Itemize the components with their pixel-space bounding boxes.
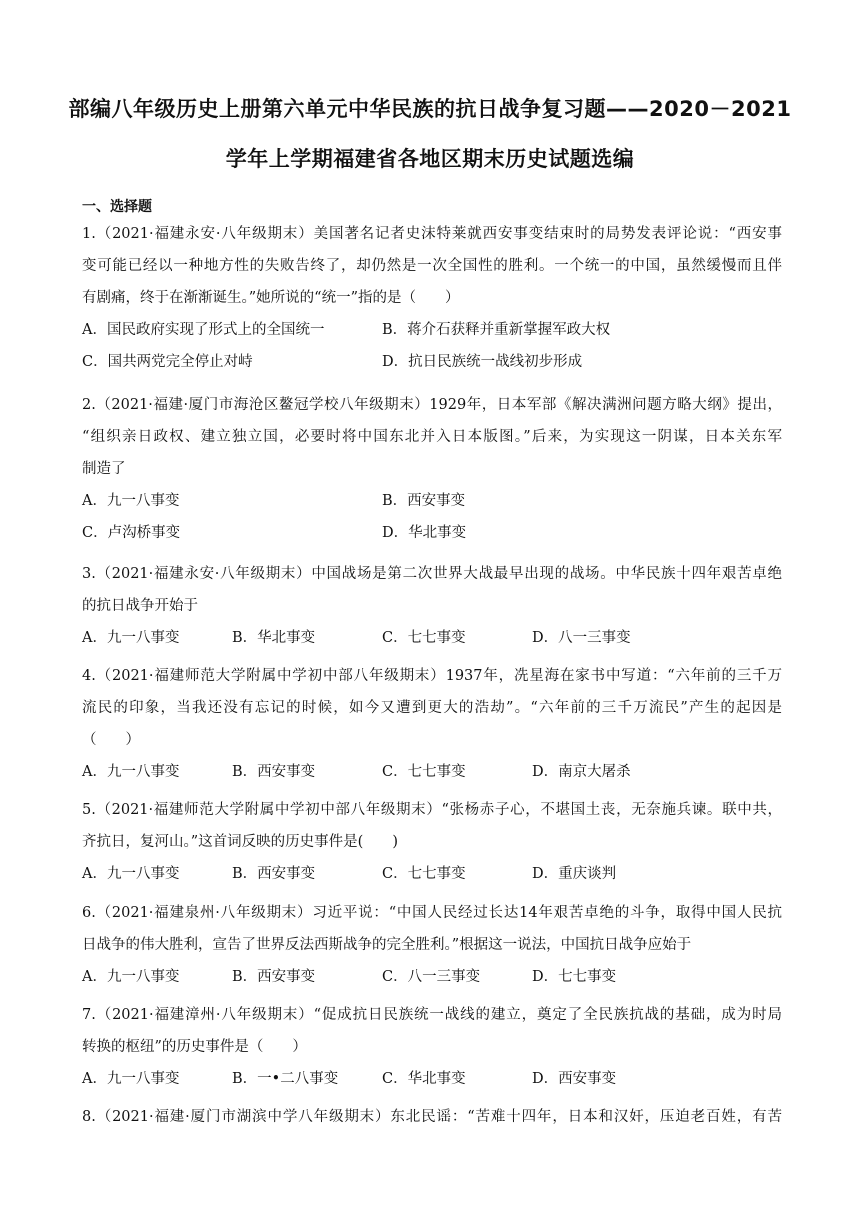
title-line-2: 学年上学期福建省各地区期末历史试题选编 <box>225 147 635 171</box>
question-text-line: 5.（2021·福建师范大学附属中学初中部八年级期末）“张杨赤子心，不堪国土丧，无奈施兵谏。联中共， <box>82 802 782 818</box>
option-a[interactable]: A．九一八事变 <box>82 630 180 646</box>
question-text-line: 有剧痛，终于在渐渐诞生。”她所说的“统一”指的是（ ） <box>82 290 460 306</box>
option-c[interactable]: C．华北事变 <box>382 1071 466 1087</box>
options-row <box>82 961 782 993</box>
question-3 <box>82 558 782 654</box>
options-row <box>82 1063 782 1095</box>
option-d[interactable]: D．抗日民族统一战线初步形成 <box>382 354 583 370</box>
option-a[interactable]: A．九一八事变 <box>82 1071 180 1087</box>
options-row <box>82 756 782 788</box>
question-text-line: 6.（2021·福建泉州·八年级期末）习近平说：“中国人民经过长达14年艰苦卓绝的斗争，取得中国人民抗 <box>82 905 782 921</box>
question-4 <box>82 660 782 788</box>
option-c[interactable]: C．卢沟桥事变 <box>82 525 181 541</box>
option-b[interactable]: B．西安事变 <box>232 969 316 985</box>
options-row <box>82 314 782 346</box>
option-c[interactable]: C．国共两党完全停止对峙 <box>82 354 253 370</box>
option-b[interactable]: B．西安事变 <box>232 866 316 882</box>
question-text-line: 变可能已经以一种地方性的失败告终了，却仍然是一次全国性的胜利。一个统一的中国，虽然缓慢而且伴 <box>82 258 782 274</box>
option-d[interactable]: D．华北事变 <box>382 525 467 541</box>
option-b[interactable]: B．华北事变 <box>232 630 316 646</box>
option-a[interactable]: A．国民政府实现了形式上的全国统一 <box>82 322 325 338</box>
question-text-line: 4.（2021·福建师范大学附属中学初中部八年级期末）1937年，冼星海在家书中写道：“六年前的三千万 <box>82 668 782 684</box>
question-2 <box>82 389 782 549</box>
question-6 <box>82 897 782 993</box>
option-a[interactable]: A．九一八事变 <box>82 866 180 882</box>
question-text-line: 的抗日战争开始于 <box>82 598 198 614</box>
question-text-line: 日战争的伟大胜利，宣告了世界反法西斯战争的完全胜利。”根据这一说法，中国抗日战争应始于 <box>82 937 692 953</box>
document-title <box>60 84 800 184</box>
question-text-line: 8.（2021·福建·厦门市湖滨中学八年级期末）东北民谣：“苦难十四年，日本和汉奸，压迫老百姓，有苦 <box>82 1109 782 1125</box>
option-c[interactable]: C．七七事变 <box>382 630 466 646</box>
question-5 <box>82 794 782 890</box>
question-7 <box>82 999 782 1095</box>
option-d[interactable]: D．七七事变 <box>532 969 617 985</box>
options-row <box>82 346 782 378</box>
section-heading: 一、选择题 <box>82 199 152 215</box>
option-c[interactable]: C．七七事变 <box>382 866 466 882</box>
option-b[interactable]: B．西安事变 <box>232 764 316 780</box>
question-text-line: 1.（2021·福建永安·八年级期末）美国著名记者史沫特莱就西安事变结束时的局势发表评论说：“西安事 <box>82 226 782 242</box>
option-d[interactable]: D．南京大屠杀 <box>532 764 631 780</box>
option-d[interactable]: D．重庆谈判 <box>532 866 617 882</box>
option-a[interactable]: A．九一八事变 <box>82 764 180 780</box>
option-a[interactable]: A．九一八事变 <box>82 969 180 985</box>
question-text-line: （ ） <box>82 732 140 748</box>
option-d[interactable]: D．八一三事变 <box>532 630 631 646</box>
options-row <box>82 858 782 890</box>
question-text-line: 7.（2021·福建漳州·八年级期末）“促成抗日民族统一战线的建立，奠定了全民族抗战的基础，成为时局 <box>82 1007 782 1023</box>
option-c[interactable]: C．七七事变 <box>382 764 466 780</box>
question-text-line: 3.（2021·福建永安·八年级期末）中国战场是第二次世界大战最早出现的战场。中华民族十四年艰苦卓绝 <box>82 566 782 582</box>
question-text-line: 转换的枢纽”的历史事件是（ ） <box>82 1039 307 1055</box>
options-row <box>82 622 782 654</box>
title-line-1: 部编八年级历史上册第六单元中华民族的抗日战争复习题——2020－2021 <box>68 97 792 121</box>
option-d[interactable]: D．西安事变 <box>532 1071 617 1087</box>
question-8 <box>82 1101 782 1133</box>
option-a[interactable]: A．九一八事变 <box>82 493 180 509</box>
options-row <box>82 517 782 549</box>
option-c[interactable]: C．八一三事变 <box>382 969 481 985</box>
question-text-line: 2.（2021·福建·厦门市海沧区鳌冠学校八年级期末）1929年，日本军部《解决满洲问题方略大纲》提出， <box>82 397 782 413</box>
question-text-line: 齐抗日，复河山。”这首词反映的历史事件是( ) <box>82 834 398 850</box>
options-row <box>82 485 782 517</box>
option-b[interactable]: B．西安事变 <box>382 493 466 509</box>
question-1 <box>82 218 782 378</box>
question-text-line: 流民的印象，当我还没有忘记的时候，如今又遭到更大的浩劫”。“六年前的三千万流民”产生的起因是 <box>82 700 782 716</box>
question-text-line: “组织亲日政权、建立独立国，必要时将中国东北并入日本版图。”后来，为实现这一阴谋，日本关东军 <box>82 429 782 445</box>
option-b[interactable]: B．一•二八事变 <box>232 1071 339 1087</box>
question-text-line: 制造了 <box>82 461 126 477</box>
option-b[interactable]: B．蒋介石获释并重新掌握军政大权 <box>382 322 611 338</box>
